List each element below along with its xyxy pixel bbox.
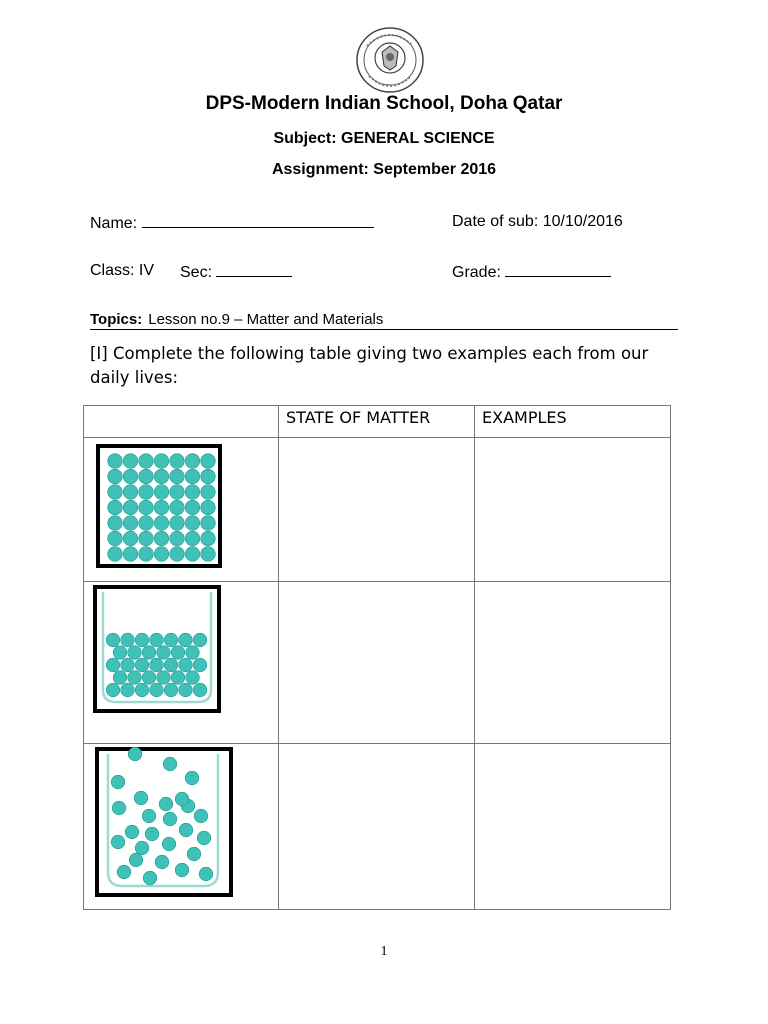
grade-field <box>452 262 611 282</box>
particle <box>125 825 139 839</box>
particle <box>154 516 169 531</box>
particle <box>145 827 159 841</box>
particle <box>175 792 189 806</box>
particle <box>139 516 154 531</box>
particle <box>134 791 148 805</box>
particle <box>185 531 200 546</box>
particle <box>154 500 169 515</box>
particle <box>157 646 171 660</box>
particle <box>108 531 123 546</box>
particle <box>171 646 185 660</box>
examples-cell[interactable] <box>475 582 671 744</box>
particle <box>150 683 164 697</box>
particle <box>171 671 185 685</box>
topics-text: Lesson no.9 – Matter and Materials <box>148 311 384 328</box>
particle <box>185 469 200 484</box>
particle <box>194 809 208 823</box>
particle <box>201 500 216 515</box>
date-of-submission: Date of sub: 10/10/2016 <box>452 213 623 230</box>
particle <box>170 500 185 515</box>
header-cell-illustration <box>84 406 279 438</box>
particle <box>186 646 200 660</box>
name-blank[interactable] <box>142 213 374 228</box>
particle <box>185 771 199 785</box>
particle <box>162 837 176 851</box>
particle <box>170 516 185 531</box>
table-row <box>84 582 671 744</box>
question-text: [I] Complete the following table giving two examples each from our daily lives: <box>90 344 649 387</box>
particle <box>113 646 127 660</box>
particle <box>108 469 123 484</box>
particle <box>135 683 149 697</box>
particle <box>179 683 193 697</box>
examples-cell[interactable] <box>475 438 671 582</box>
particle <box>170 454 185 469</box>
particle <box>135 658 149 672</box>
school-name: DPS-Modern Indian School, Doha Qatar <box>205 93 563 114</box>
particle <box>186 671 200 685</box>
particle <box>154 547 169 562</box>
particle <box>108 516 123 531</box>
section-label: Sec: <box>180 264 213 281</box>
particle <box>179 633 193 647</box>
section-field <box>180 262 292 282</box>
particle <box>201 454 216 469</box>
particle <box>155 855 169 869</box>
particle <box>150 633 164 647</box>
particle <box>139 454 154 469</box>
particle <box>154 469 169 484</box>
particle <box>150 658 164 672</box>
particle <box>142 809 156 823</box>
header-cell-examples: EXAMPLES <box>475 406 671 438</box>
particle <box>154 531 169 546</box>
topics-label: Topics: <box>90 311 143 328</box>
particle <box>123 547 138 562</box>
particle <box>201 469 216 484</box>
particle <box>128 671 142 685</box>
particle <box>139 500 154 515</box>
school-logo <box>355 26 425 94</box>
examples-cell[interactable] <box>475 744 671 910</box>
particle <box>123 531 138 546</box>
particle <box>201 516 216 531</box>
particle <box>139 531 154 546</box>
particle <box>108 454 123 469</box>
table-row <box>84 438 671 582</box>
particle <box>106 658 120 672</box>
class-field: Class: IV <box>90 262 155 279</box>
particle <box>135 841 149 855</box>
particle <box>142 671 156 685</box>
particle <box>121 683 135 697</box>
particle <box>139 547 154 562</box>
particle <box>117 865 131 879</box>
particle <box>106 683 120 697</box>
particle <box>193 658 207 672</box>
particle <box>170 485 185 500</box>
particle <box>121 633 135 647</box>
particle <box>185 516 200 531</box>
particle <box>163 757 177 771</box>
particle <box>170 547 185 562</box>
illustration-cell <box>84 582 279 744</box>
particle <box>111 775 125 789</box>
particle <box>121 658 135 672</box>
liquid-particles-icon <box>84 582 278 743</box>
table-header-row <box>84 406 671 438</box>
matter-table <box>83 405 671 910</box>
solid-particles-icon <box>84 438 278 581</box>
particle <box>139 485 154 500</box>
gas-particles-icon <box>84 744 278 909</box>
particle <box>135 633 149 647</box>
particle <box>170 531 185 546</box>
header-cell-state: STATE OF MATTER <box>279 406 475 438</box>
particle <box>143 871 157 885</box>
particle <box>123 500 138 515</box>
particle <box>142 646 156 660</box>
page-number: 1 <box>380 944 388 959</box>
particle <box>179 823 193 837</box>
subject-title: Subject: GENERAL SCIENCE <box>273 130 495 147</box>
particle <box>201 485 216 500</box>
particle <box>154 454 169 469</box>
illustration-cell <box>84 438 279 582</box>
particle <box>112 801 126 815</box>
particle <box>164 683 178 697</box>
particle <box>154 485 169 500</box>
particle <box>123 485 138 500</box>
topics-line <box>90 311 678 330</box>
state-of-matter-cell[interactable] <box>279 582 475 744</box>
particle <box>108 547 123 562</box>
particle <box>123 454 138 469</box>
particle <box>164 633 178 647</box>
particle <box>163 812 177 826</box>
name-field <box>90 213 374 233</box>
particle <box>201 531 216 546</box>
particle <box>157 671 171 685</box>
particle <box>139 469 154 484</box>
particle <box>175 863 189 877</box>
particle <box>193 683 207 697</box>
particle <box>123 516 138 531</box>
particle <box>106 633 120 647</box>
particle <box>111 835 125 849</box>
table-row <box>84 744 671 910</box>
particle <box>108 485 123 500</box>
particle <box>179 658 193 672</box>
particle <box>159 797 173 811</box>
particle <box>128 747 142 761</box>
name-label: Name: <box>90 215 138 232</box>
state-of-matter-cell[interactable] <box>279 438 475 582</box>
state-of-matter-cell[interactable] <box>279 744 475 910</box>
particle <box>164 658 178 672</box>
particle <box>199 867 213 881</box>
particle <box>185 485 200 500</box>
particle <box>185 500 200 515</box>
particle <box>170 469 185 484</box>
illustration-cell <box>84 744 279 910</box>
grade-label: Grade: <box>452 264 501 281</box>
particle <box>187 847 201 861</box>
particle <box>128 646 142 660</box>
grade-blank[interactable] <box>505 262 611 277</box>
section-blank[interactable] <box>216 262 292 277</box>
particle <box>129 853 143 867</box>
particle <box>108 500 123 515</box>
particle <box>123 469 138 484</box>
particle <box>185 547 200 562</box>
particle <box>193 633 207 647</box>
assignment-title: Assignment: September 2016 <box>271 161 497 178</box>
particle <box>113 671 127 685</box>
particle <box>185 454 200 469</box>
particle <box>201 547 216 562</box>
particle <box>197 831 211 845</box>
